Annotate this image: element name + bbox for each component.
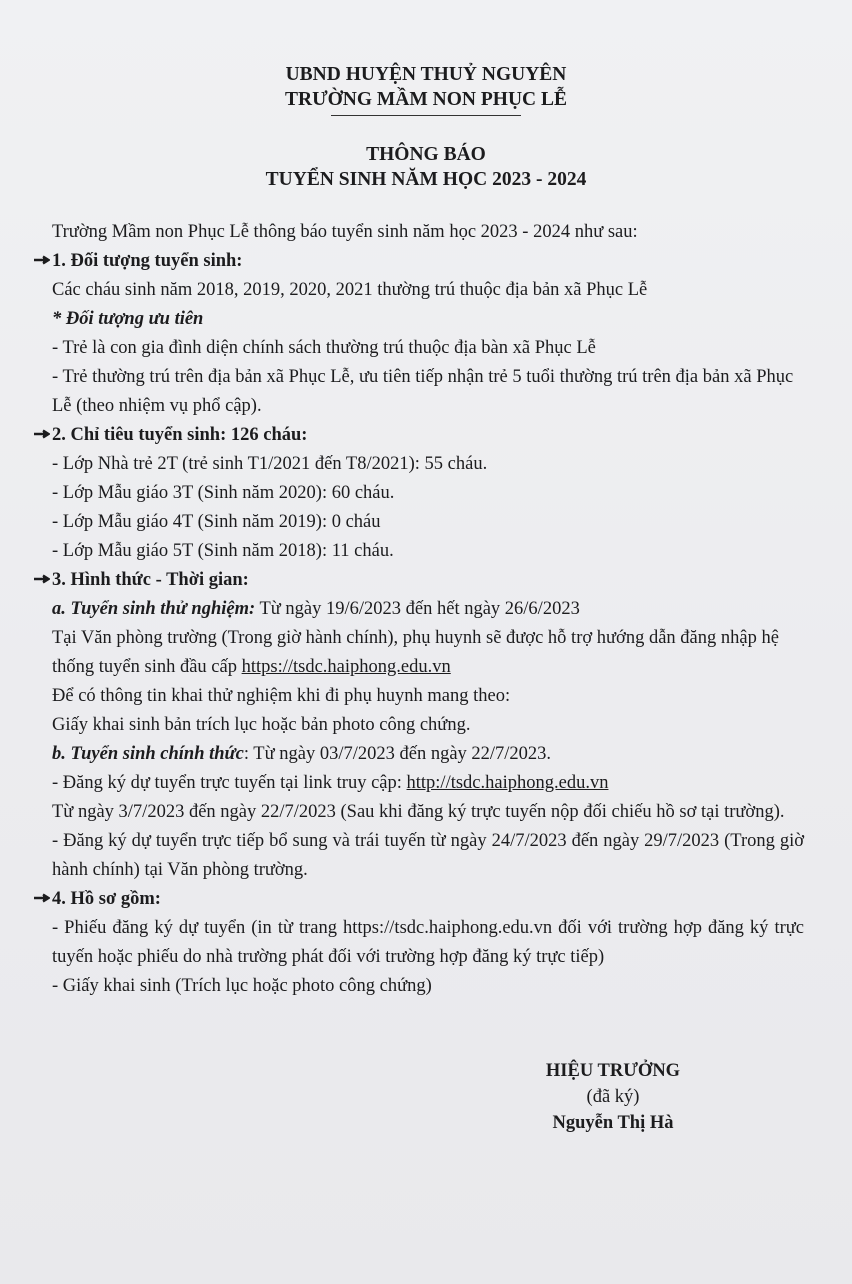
document-title bbox=[0, 142, 852, 192]
tsdc-link-https[interactable]: https://tsdc.haiphong.edu.vn bbox=[241, 657, 451, 677]
arrow-right-icon bbox=[34, 255, 50, 265]
priority-item-1: - Trẻ là con gia đình diện chính sách thường trú thuộc địa bàn xã Phục Lễ bbox=[52, 338, 596, 358]
official-online-item: - Đăng ký dự tuyển trực tuyến tại link truy cập: http://tsdc.haiphong.edu.vn bbox=[52, 773, 609, 793]
priority-heading: * Đối tượng ưu tiên bbox=[52, 309, 204, 329]
intro-text: Trường Mầm non Phục Lễ thông báo tuyển sinh năm học 2023 - 2024 như sau: bbox=[52, 222, 638, 242]
quota-item: - Lớp Mẫu giáo 4T (Sinh năm 2019): 0 cháu bbox=[52, 512, 381, 532]
quota-item: - Lớp Nhà trẻ 2T (trẻ sinh T1/2021 đến T8/2021): 55 cháu. bbox=[52, 454, 488, 474]
section-2-heading: 2. Chỉ tiêu tuyển sinh: 126 cháu: bbox=[34, 421, 804, 450]
priority-item-2: - Trẻ thường trú trên địa bản xã Phục Lễ, ưu tiên tiếp nhận trẻ 5 tuổi thường trú trên địa bản xã Phục Lễ (theo nhiệm vụ phổ cập). bbox=[52, 367, 794, 416]
trial-note-1: Để có thông tin khai thử nghiệm khi đi phụ huynh mang theo: bbox=[52, 686, 511, 706]
official-enrollment-dates: : Từ ngày 03/7/2023 đến ngày 22/7/2023. bbox=[243, 744, 552, 764]
trial-enrollment bbox=[52, 595, 804, 624]
arrow-right-icon bbox=[34, 574, 50, 584]
document-header bbox=[0, 62, 852, 116]
signature-block bbox=[508, 1058, 718, 1136]
quota-item: - Lớp Mẫu giáo 5T (Sinh năm 2018): 11 cháu. bbox=[52, 541, 394, 561]
quota-item: - Lớp Mẫu giáo 3T (Sinh năm 2020): 60 cháu. bbox=[52, 483, 395, 503]
document-body bbox=[52, 218, 804, 1001]
official-enrollment bbox=[52, 740, 804, 769]
authority-name: UBND HUYỆN THUỶ NGUYÊN bbox=[285, 64, 567, 85]
title-line-2: TUYỂN SINH NĂM HỌC 2023 - 2024 bbox=[265, 169, 587, 190]
official-direct-item: - Đăng ký dự tuyển trực tiếp bổ sung và trái tuyến từ ngày 24/7/2023 đến ngày 29/7/2023 (Trong giờ hành chính) tại Văn phòng trường. bbox=[52, 831, 804, 880]
dossier-item-2: - Giấy khai sinh (Trích lục hoặc photo công chứng) bbox=[52, 976, 432, 996]
trial-enrollment-dates: Từ ngày 19/6/2023 đến hết ngày 26/6/2023 bbox=[255, 599, 580, 619]
signed-note: (đã ký) bbox=[586, 1087, 640, 1107]
trial-note-2: Giấy khai sinh bản trích lục hoặc bản photo công chứng. bbox=[52, 715, 471, 735]
official-enrollment-label: b. Tuyển sinh chính thức bbox=[52, 744, 244, 764]
section-4-heading: 4. Hồ sơ gồm: bbox=[34, 885, 804, 914]
school-name bbox=[285, 87, 567, 116]
section-1-heading: 1. Đối tượng tuyển sinh: bbox=[34, 247, 804, 276]
signer-title: HIỆU TRƯỞNG bbox=[545, 1061, 681, 1081]
school-name-text: TRƯỜNG MẦM NON PHỤC LỄ bbox=[284, 89, 567, 110]
section-1-text: Các cháu sinh năm 2018, 2019, 2020, 2021 thường trú thuộc địa bản xã Phục Lễ bbox=[52, 280, 648, 300]
dossier-item-1: - Phiếu đăng ký dự tuyển (in từ trang https://tsdc.haiphong.edu.vn đối với trường hợp đăng ký trực tuyến hoặc phiếu do nhà trường phát đối với trường hợp đăng ký trực tiếp) bbox=[52, 918, 804, 967]
signer-name: Nguyễn Thị Hà bbox=[552, 1113, 674, 1133]
official-online-dates: Từ ngày 3/7/2023 đến ngày 22/7/2023 (Sau khi đăng ký trực tuyến nộp đối chiếu hồ sơ tại trường). bbox=[52, 802, 785, 822]
header-underline bbox=[331, 115, 521, 116]
arrow-right-icon bbox=[34, 893, 50, 903]
trial-enrollment-label: a. Tuyển sinh thử nghiệm: bbox=[52, 599, 256, 619]
tsdc-link-http[interactable]: http://tsdc.haiphong.edu.vn bbox=[406, 773, 609, 793]
trial-enrollment-desc: Tại Văn phòng trường (Trong giờ hành chính), phụ huynh sẽ được hỗ trợ hướng dẫn đăng nhập hệ thống tuyển sinh đầu cấp https://tsdc.haiphong.edu.vn bbox=[52, 628, 779, 677]
section-3-heading: 3. Hình thức - Thời gian: bbox=[34, 566, 804, 595]
arrow-right-icon bbox=[34, 429, 50, 439]
title-line-1: THÔNG BÁO bbox=[366, 144, 486, 165]
